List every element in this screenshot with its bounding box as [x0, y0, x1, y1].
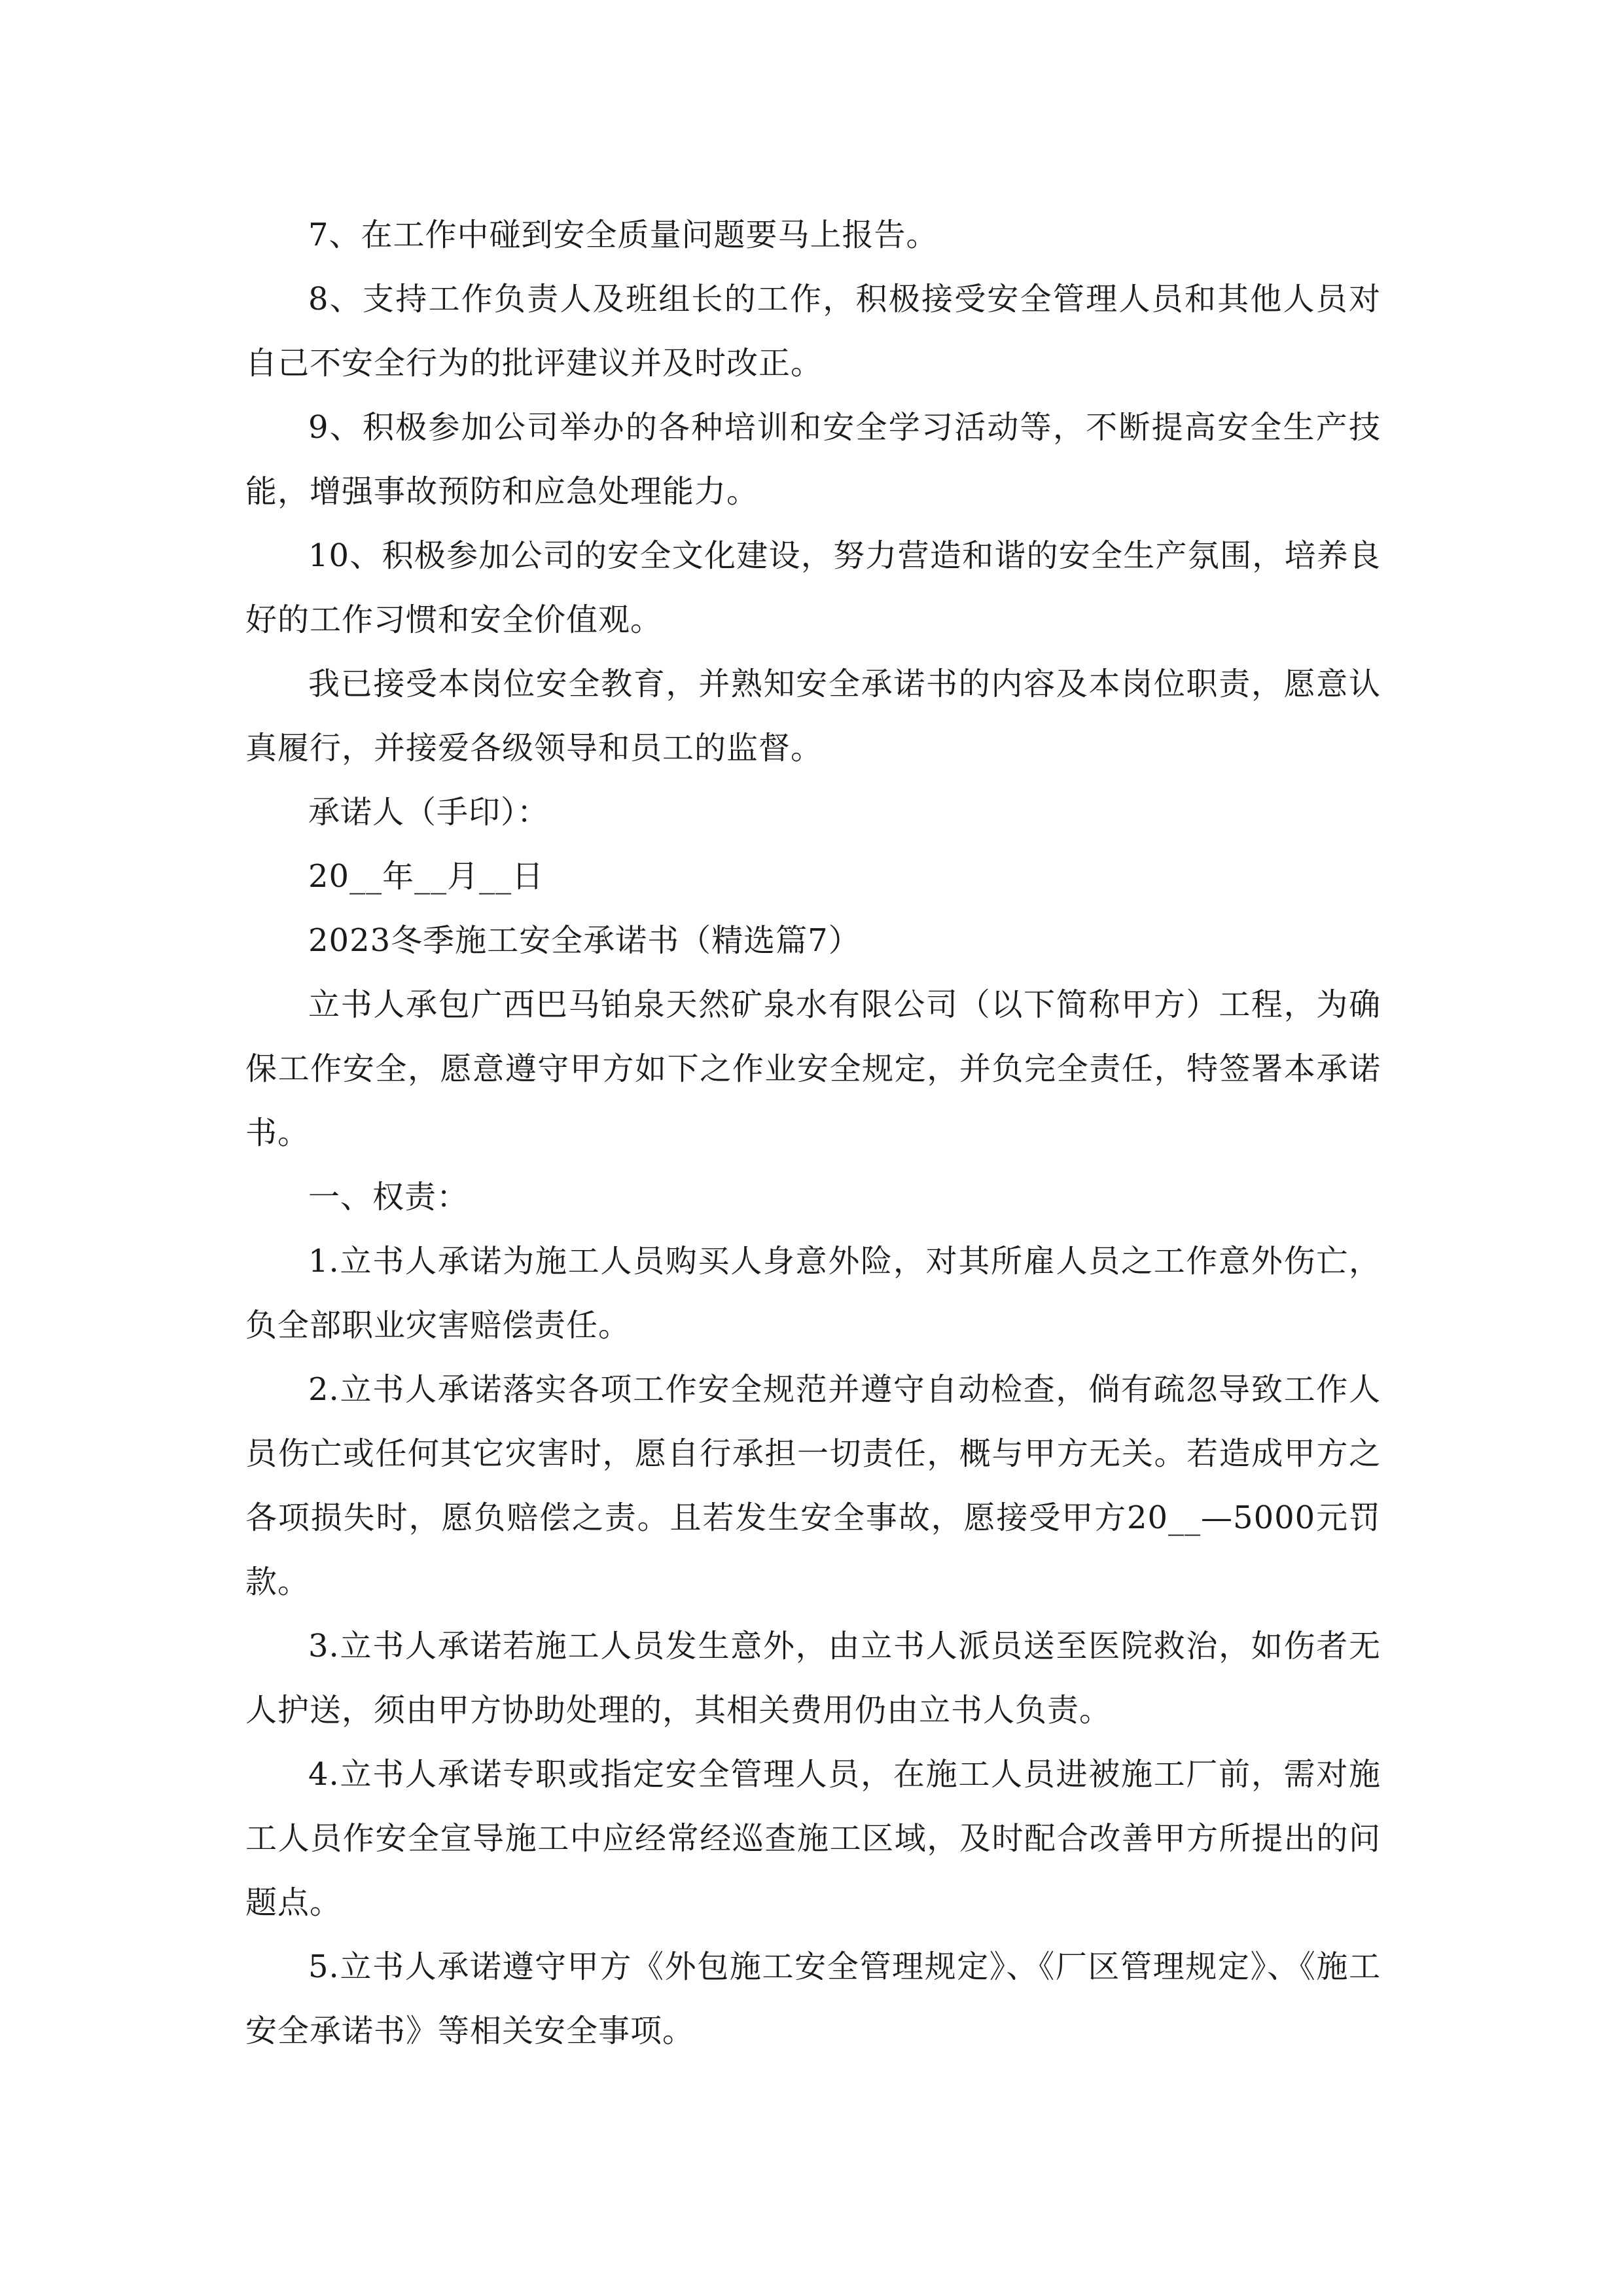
clause-1: 1.立书人承诺为施工人员购买人身意外险，对其所雇人员之工作意外伤亡，负全部职业灾害赔偿责任。 — [245, 1243, 1381, 1344]
intro-paragraph: 立书人承包广西巴马铂泉天然矿泉水有限公司（以下简称甲方）工程，为确保工作安全，愿意遵守甲方如下之作业安全规定，并负完全责任，特签署本承诺书。 — [245, 986, 1381, 1151]
clause-3: 3.立书人承诺若施工人员发生意外，由立书人派员送至医院救治，如伤者无人护送，须由甲方协助处理的，其相关费用仍由立书人负责。 — [245, 1628, 1381, 1729]
signer-line: 承诺人（手印）： — [308, 794, 550, 831]
paragraph-item-9: 9、积极参加公司举办的各种培训和安全学习活动等，不断提高安全生产技能，增强事故预防和应急处理能力。 — [245, 409, 1381, 510]
date-line: 20__年__月__日 — [308, 858, 544, 895]
clause-5: 5.立书人承诺遵守甲方《外包施工安全管理规定》、《厂区管理规定》、《施工安全承诺书》等相关安全事项。 — [245, 1948, 1381, 2049]
heading-rights: 一、权责： — [308, 1179, 469, 1215]
clause-2: 2.立书人承诺落实各项工作安全规范并遵守自动检查，倘有疏忽导致工作人员伤亡或任何其它灾害时，愿自行承担一切责任，概与甲方无关。若造成甲方之各项损失时，愿负赔偿之责。且若发生安全事故，愿接受甲方20__—5000元罚款。 — [245, 1371, 1381, 1600]
document-body — [245, 203, 1381, 2063]
paragraph-item-8: 8、支持工作负责人及班组长的工作，积极接受安全管理人员和其他人员对自己不安全行为的批评建议并及时改正。 — [245, 281, 1381, 382]
clause-4: 4.立书人承诺专职或指定安全管理人员，在施工人员进被施工厂前，需对施工人员作安全宣导施工中应经常经巡查施工区域，及时配合改善甲方所提出的问题点。 — [245, 1756, 1381, 1921]
pledge-statement: 我已接受本岗位安全教育，并熟知安全承诺书的内容及本岗位职责，愿意认真履行，并接爱各级领导和员工的监督。 — [245, 666, 1381, 766]
section-title: 2023冬季施工安全承诺书（精选篇7） — [308, 922, 861, 959]
paragraph-item-7: 7、在工作中碰到安全质量问题要马上报告。 — [308, 217, 938, 253]
paragraph-item-10: 10、积极参加公司的安全文化建设，努力营造和谐的安全生产氛围，培养良好的工作习惯和安全价值观。 — [245, 537, 1381, 638]
